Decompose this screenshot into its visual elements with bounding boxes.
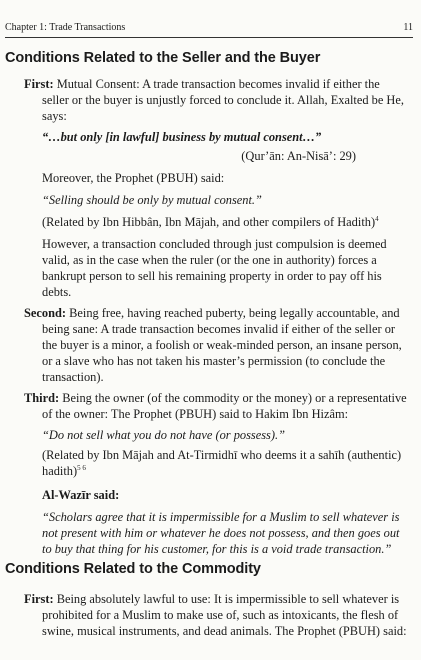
section-heading-seller-buyer: Conditions Related to the Seller and the Buyer [5, 50, 321, 66]
condition-third-paragraph [24, 390, 407, 422]
commodity-first-label: First: [24, 592, 54, 606]
third-text: Being the owner (of the commodity or the money) or a representative of the owner: The Prophet (PBUH) said to Hakim Ibn Hizâm: [42, 391, 407, 421]
compulsion-paragraph: However, a transaction concluded through just compulsion is deemed valid, as in the case when the ruler (or the one in authority) forces a bankrupt person to sell his remaining property in order to pay off his debts. [42, 237, 387, 299]
page-number: 11 [403, 22, 413, 33]
condition-first-paragraph [24, 76, 407, 124]
hadith-quote-2: “Do not sell what you do not have (or possess).” [42, 428, 285, 442]
quran-quote: “…but only [in lawful] business by mutual consent…” [42, 130, 322, 144]
first-label: First: [24, 77, 54, 91]
hadith-2-reference [42, 447, 407, 479]
hadith-1-reference [42, 214, 407, 230]
condition-second-paragraph [24, 305, 407, 385]
prophet-intro: Moreover, the Prophet (PBUH) said: [42, 171, 225, 185]
third-label: Third: [24, 391, 60, 405]
footnote-markers-5-6[interactable]: 5 6 [77, 463, 86, 472]
commodity-first-paragraph [24, 591, 407, 639]
first-text: Mutual Consent: A trade transaction becomes invalid if either the seller or the buyer is unjustly forced to conclude it. Allah, Exalted be He, says: [42, 77, 404, 123]
hadith-quote-1: “Selling should be only by mutual consent.” [42, 193, 262, 207]
running-header [5, 21, 413, 38]
section-heading-commodity: Conditions Related to the Commodity [5, 561, 261, 577]
wazir-intro: Al-Wazīr said: [42, 488, 120, 502]
chapter-title: Chapter 1: Trade Transactions [5, 22, 126, 33]
footnote-marker-4[interactable]: 4 [375, 214, 379, 223]
quran-reference: (Qur’ān: An-Nisā’: 29) [241, 149, 356, 163]
second-label: Second: [24, 306, 66, 320]
hadith-1-reference-text: (Related by Ibn Hibbân, Ibn Mājah, and other compilers of Hadith) [42, 215, 376, 229]
hadith-2-reference-line-1: (Related by Ibn Mājah and At-Tirmidhī who deems it a sahīh (authentic) [42, 448, 402, 462]
hadith-2-reference-line-2: hadith) [42, 464, 78, 478]
commodity-first-text: Being absolutely lawful to use: It is impermissible to sell whatever is prohibited for a Muslim to make use of, such as intoxicants, the flesh of swine, musical instruments, and dead animals. The Prophet (PBUH) said: [42, 592, 407, 638]
second-text: Being free, having reached puberty, being legally accountable, and being sane: A trade transaction becomes invalid if either of the seller or the buyer is a minor, a foolish or weak-minded person, an insane person, or a slave who has not taken his master’s permission (to conclude the transaction). [42, 306, 402, 384]
wazir-quote: “Scholars agree that it is impermissible for a Muslim to sell whatever is not present with him or whatever he does not possess, and then goes out to buy that thing for his customer, for this is a void trade transaction.” [42, 510, 400, 556]
